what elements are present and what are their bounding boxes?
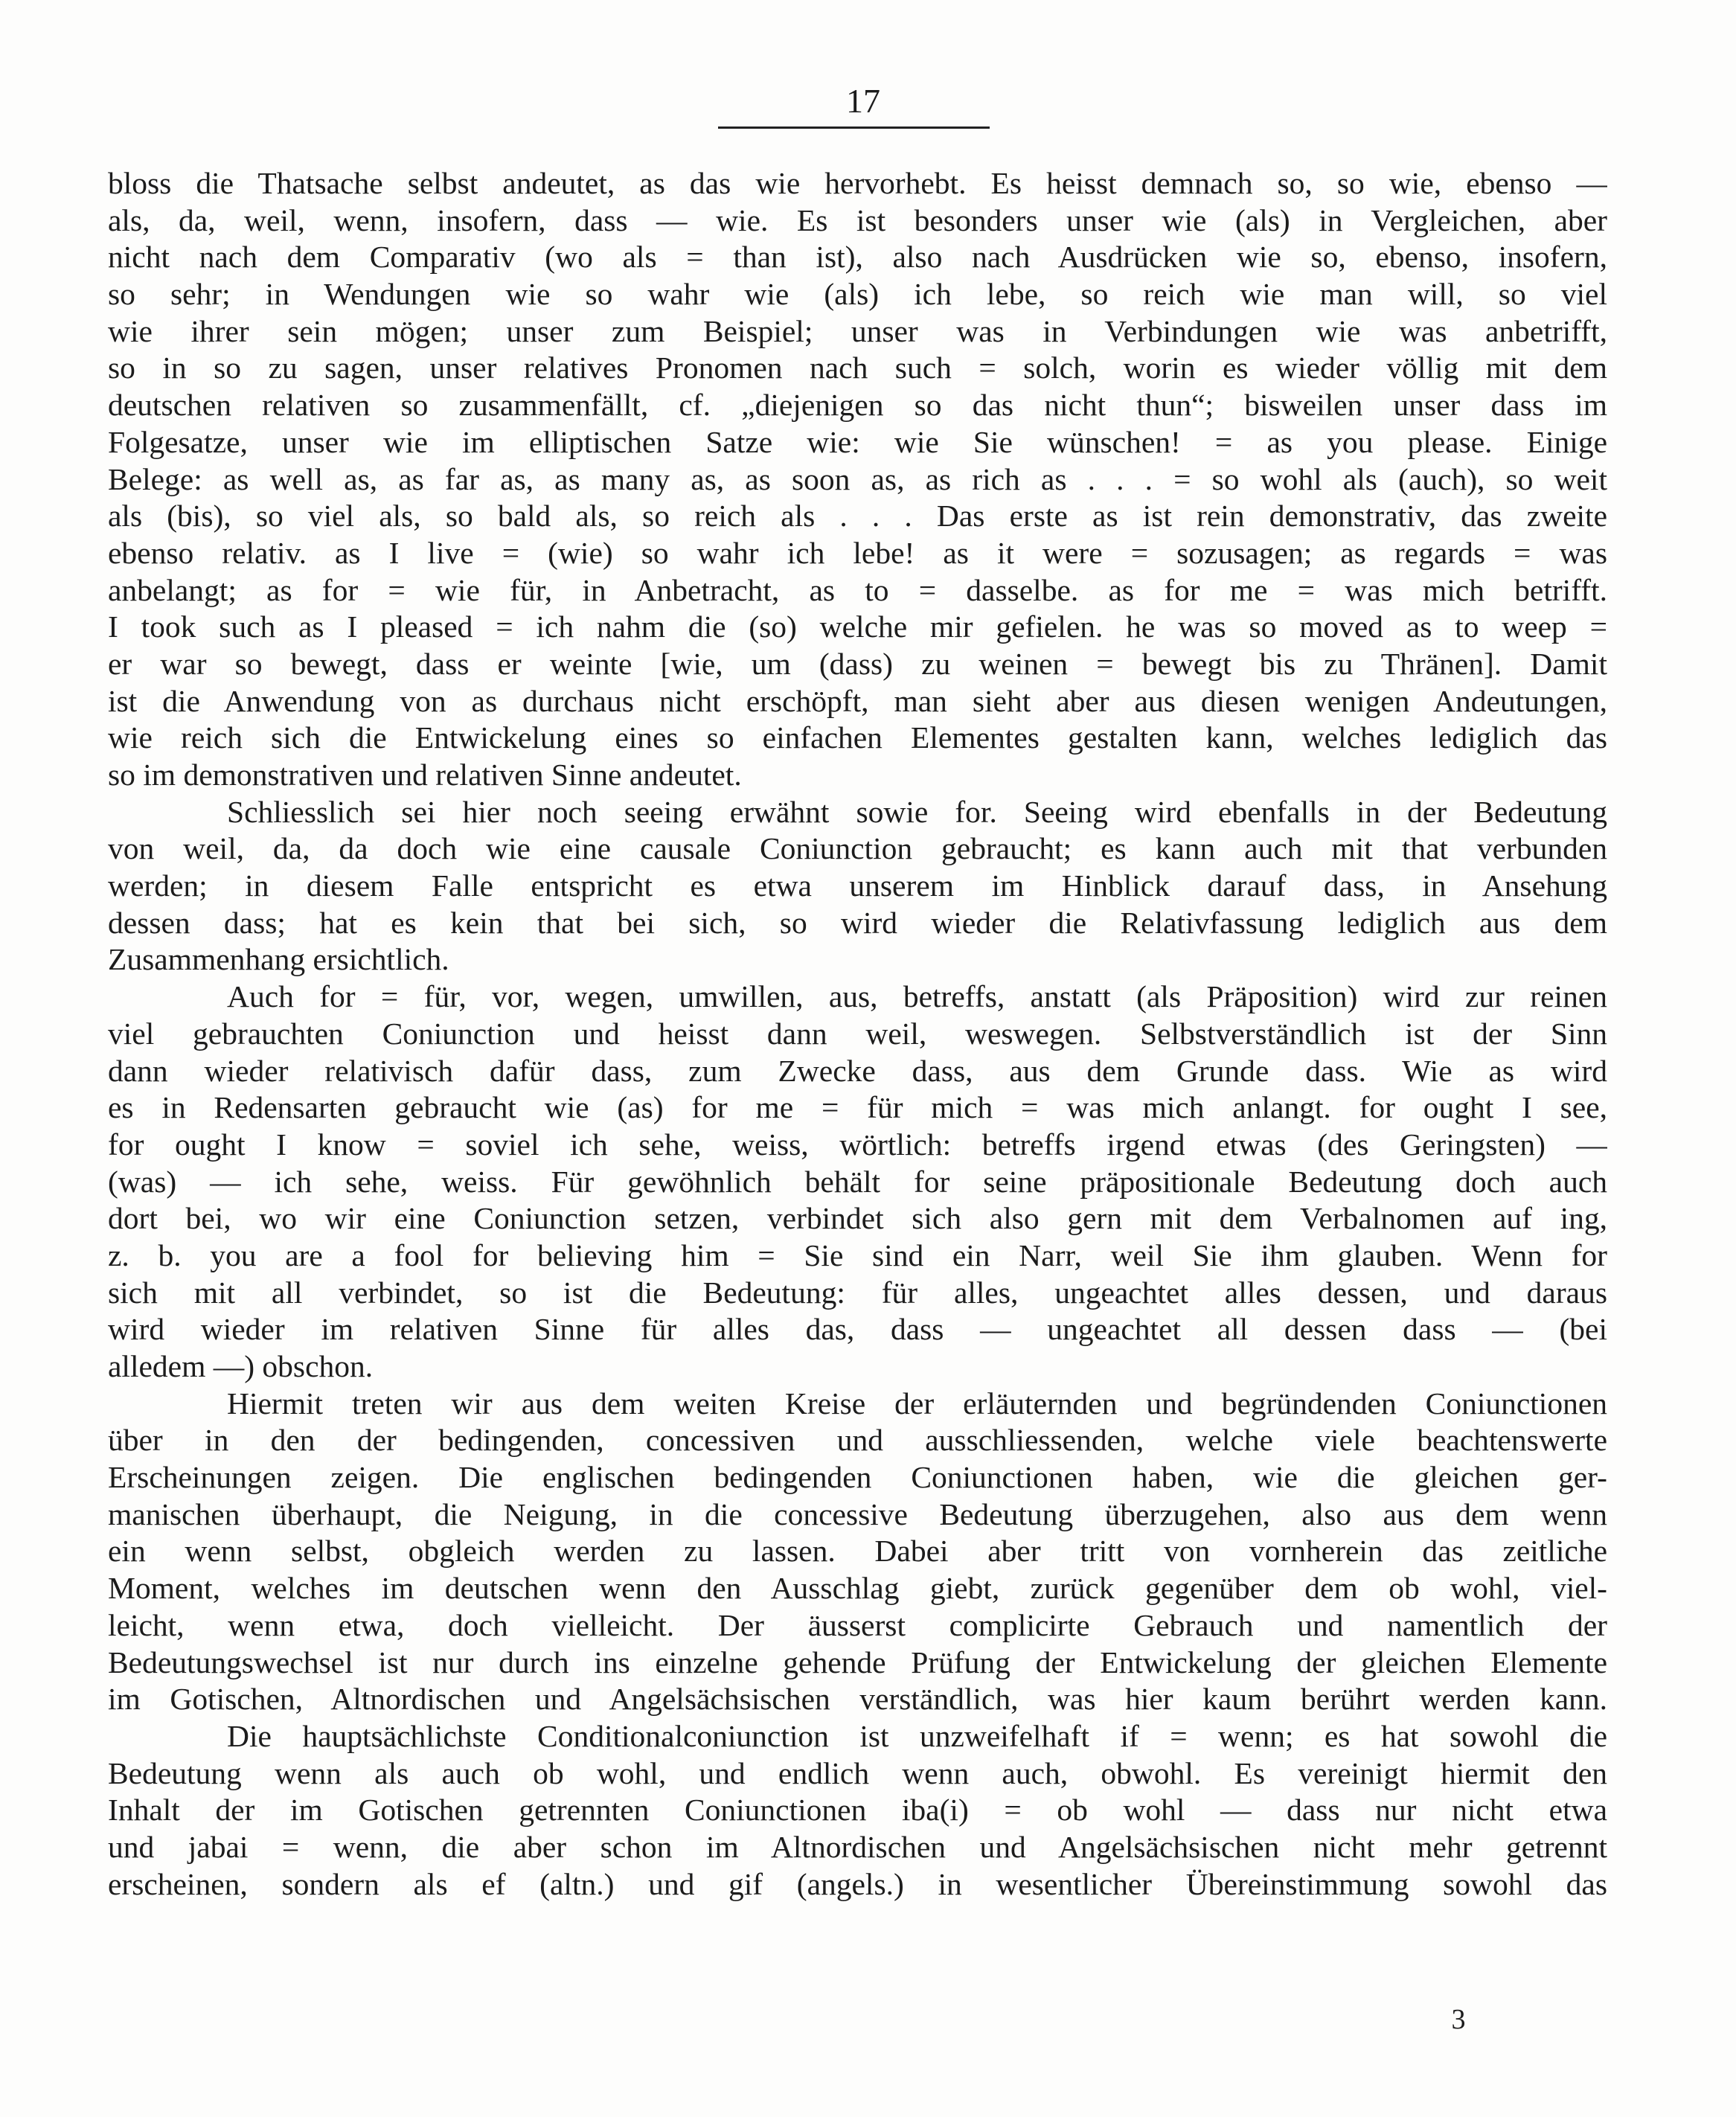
text-line: sich mit all verbindet, so ist die Bedeutung: für alles, ungeachtet alles dessen, und daraus bbox=[108, 1275, 1607, 1310]
text-line: anbelangt; as for = wie für, in Anbetracht, as to = dasselbe. as for me = was mich betrifft. bbox=[108, 572, 1607, 607]
text-line: viel gebrauchten Coniunction und heisst dann weil, weswegen. Selbstverständlich ist der Sinn bbox=[108, 1016, 1607, 1051]
paragraph-first-line: Schliesslich sei hier noch seeing erwähnt sowie for. Seeing wird ebenfalls in der Bedeutung bbox=[227, 794, 1607, 829]
header-rule bbox=[718, 126, 990, 129]
paragraph-first-line: Auch for = für, vor, wegen, umwillen, aus, betreffs, anstatt (als Präposition) wird zur reinen bbox=[227, 979, 1607, 1014]
text-line: ist die Anwendung von as durchaus nicht erschöpft, man sieht aber aus diesen wenigen Andeutungen, bbox=[108, 683, 1607, 718]
text-line: ein wenn selbst, obgleich werden zu lassen. Dabei aber tritt von vornherein das zeitliche bbox=[108, 1534, 1607, 1569]
text-line: Moment, welches im deutschen wenn den Ausschlag giebt, zurück gegenüber dem ob wohl, viel- bbox=[108, 1571, 1607, 1606]
text-line: er war so bewegt, dass er weinte [wie, um (dass) zu weinen = bewegt bis zu Thränen]. Damit bbox=[108, 646, 1607, 681]
text-line: for ought I know = soviel ich sehe, weiss, wörtlich: betreffs irgend etwas (des Geringsten) — bbox=[108, 1127, 1607, 1162]
paragraph-last-line: Zusammenhang ersichtlich. bbox=[108, 942, 449, 977]
body-text bbox=[108, 165, 1607, 1903]
text-line: als (bis), so viel als, so bald als, so reich als . . . Das erste as ist rein demonstrativ, das zweite bbox=[108, 499, 1607, 534]
text-line: Inhalt der im Gotischen getrennten Coniunctionen iba(i) = ob wohl — dass nur nicht etwa bbox=[108, 1793, 1607, 1828]
text-line: deutschen relativen so zusammenfällt, cf. „diejenigen so das nicht thun“; bisweilen unser dass im bbox=[108, 388, 1607, 423]
text-line: von weil, da, da doch wie eine causale Coniunction gebraucht; es kann auch mit that verbunden bbox=[108, 831, 1607, 866]
text-line: und jabai = wenn, die aber schon im Altnordischen und Angelsächsischen nicht mehr getrennt bbox=[108, 1829, 1607, 1864]
text-line: ebenso relativ. as I live = (wie) so wahr ich lebe! as it were = sozusagen; as regards = was bbox=[108, 535, 1607, 570]
text-line: Bedeutungswechsel ist nur durch ins einzelne gehende Prüfung der Entwickelung der gleichen Elemente bbox=[108, 1644, 1607, 1679]
text-line: manischen überhaupt, die Neigung, in die concessive Bedeutung überzugehen, also aus dem wenn bbox=[108, 1496, 1607, 1531]
text-line: bloss die Thatsache selbst andeutet, as das wie hervorhebt. Es heisst demnach so, so wie, ebenso — bbox=[108, 166, 1607, 200]
text-line: z. b. you are a fool for believing him = Sie sind ein Narr, weil Sie ihm glauben. Wenn for bbox=[108, 1237, 1607, 1272]
paragraph-last-line: so im demonstrativen und relativen Sinne andeutet. bbox=[108, 758, 742, 792]
text-line: leicht, wenn etwa, doch vielleicht. Der äusserst complicirte Gebrauch und namentlich der bbox=[108, 1607, 1607, 1642]
text-line: (was) — ich sehe, weiss. Für gewöhnlich behält for seine präpositionale Bedeutung doch auch bbox=[108, 1164, 1607, 1199]
text-line: dessen dass; hat es kein that bei sich, so wird wieder die Relativfassung lediglich aus dem bbox=[108, 905, 1607, 940]
text-line: es in Redensarten gebraucht wie (as) for me = für mich = was mich anlangt. for ought I see, bbox=[108, 1090, 1607, 1125]
text-line: I took such as I pleased = ich nahm die (so) welche mir gefielen. he was so moved as to weep = bbox=[108, 609, 1607, 644]
text-line: dann wieder relativisch dafür dass, zum Zwecke dass, aus dem Grunde dass. Wie as wird bbox=[108, 1053, 1607, 1088]
paragraph-last-line: alledem —) obschon. bbox=[108, 1349, 374, 1383]
text-line: wird wieder im relativen Sinne für alles das, dass — ungeachtet all dessen dass — (bei bbox=[108, 1312, 1607, 1347]
text-line: Erscheinungen zeigen. Die englischen bedingenden Coniunctionen haben, wie die gleichen ger- bbox=[108, 1460, 1607, 1495]
text-line: über in den der bedingenden, concessiven und ausschliessenden, welche viele beachtenswerte bbox=[108, 1423, 1607, 1458]
text-line: erscheinen, sondern als ef (altn.) und gif (angels.) in wesentlicher Übereinstimmung sowohl das bbox=[108, 1866, 1607, 1901]
text-line: Folgesatze, unser wie im elliptischen Satze wie: wie Sie wünschen! = as you please. Einige bbox=[108, 424, 1607, 459]
text-line: so sehr; in Wendungen wie so wahr wie (als) ich lebe, so reich wie man will, so viel bbox=[108, 277, 1607, 312]
text-line: dort bei, wo wir eine Coniunction setzen, verbindet sich also gern mit dem Verbalnomen auf ing, bbox=[108, 1201, 1607, 1236]
text-line: werden; in diesem Falle entspricht es etwa unserem im Hinblick darauf dass, in Ansehung bbox=[108, 868, 1607, 903]
paragraph-first-line: Hiermit treten wir aus dem weiten Kreise der erläuternden und begründenden Coniunctionen bbox=[227, 1386, 1607, 1421]
text-line: wie ihrer sein mögen; unser zum Beispiel; unser was in Verbindungen wie was anbetrifft, bbox=[108, 313, 1607, 348]
text-line: im Gotischen, Altnordischen und Angelsächsischen verständlich, was hier kaum berührt werden kann. bbox=[108, 1682, 1607, 1717]
text-line: wie reich sich die Entwickelung eines so einfachen Elementes gestalten kann, welches lediglich das bbox=[108, 720, 1607, 755]
text-line: nicht nach dem Comparativ (wo als = than ist), also nach Ausdrücken wie so, ebenso, insofern, bbox=[108, 240, 1607, 275]
paragraph-first-line: Die hauptsächlichste Conditionalconiunction ist unzweifelhaft if = wenn; es hat sowohl die bbox=[227, 1718, 1607, 1753]
text-line: Bedeutung wenn als auch ob wohl, und endlich wenn auch, obwohl. Es vereinigt hiermit den bbox=[108, 1755, 1607, 1790]
text-line: Belege: as well as, as far as, as many as, as soon as, as rich as . . . = so wohl als (auch), so weit bbox=[108, 461, 1607, 496]
text-line: als, da, weil, wenn, insofern, dass — wie. Es ist besonders unser wie (als) in Vergleichen, aber bbox=[108, 202, 1607, 237]
text-line: so in so zu sagen, unser relatives Pronomen nach such = solch, worin es wieder völlig mit dem bbox=[108, 350, 1607, 385]
signature-mark: 3 bbox=[1451, 2004, 1466, 2035]
page-number: 17 bbox=[846, 82, 880, 120]
